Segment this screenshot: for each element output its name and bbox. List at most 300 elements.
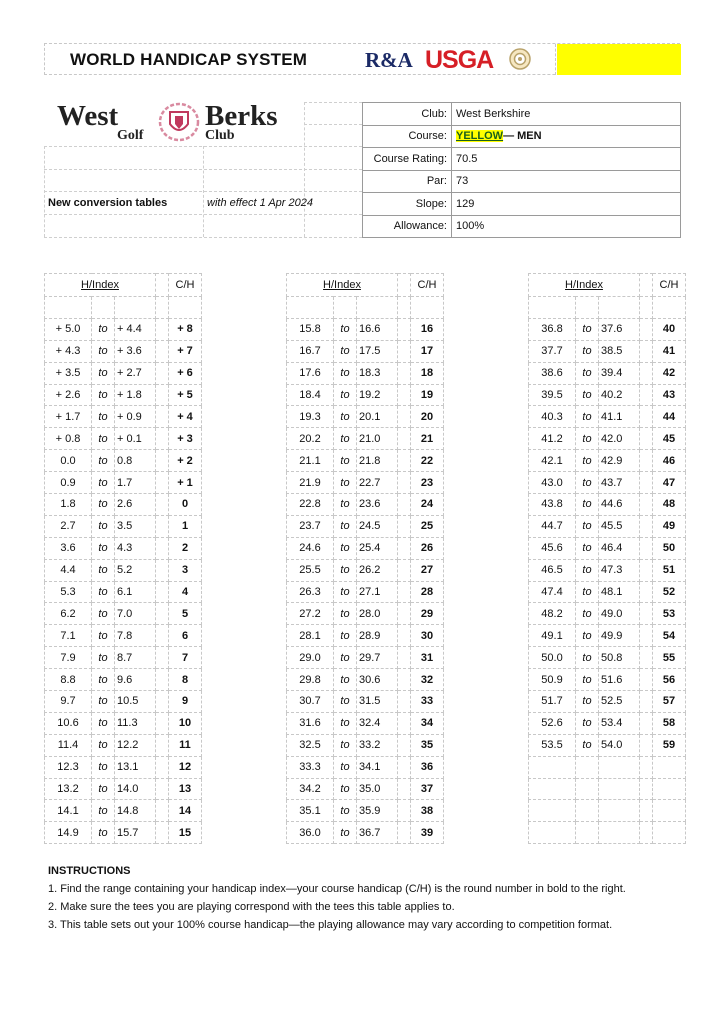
spacer-cell xyxy=(156,515,169,537)
index-to: 37.6 xyxy=(599,318,640,340)
table-row xyxy=(529,581,686,603)
course-handicap: + 4 xyxy=(169,406,202,428)
to-label: to xyxy=(92,756,115,778)
index-to: 3.5 xyxy=(115,515,156,537)
course-handicap: 15 xyxy=(169,822,202,844)
table-row xyxy=(45,756,202,778)
spacer-cell xyxy=(640,691,653,713)
spacer-cell xyxy=(398,428,411,450)
table-row xyxy=(529,362,686,384)
spacer-cell xyxy=(334,297,357,319)
to-label: to xyxy=(334,800,357,822)
spacer-cell xyxy=(156,625,169,647)
crest-icon xyxy=(158,102,200,142)
spacer-cell xyxy=(357,297,398,319)
club-value: West Berkshire xyxy=(452,103,681,126)
index-to: 30.6 xyxy=(357,669,398,691)
logo-word-club: Club xyxy=(205,128,235,143)
index-from: 23.7 xyxy=(287,515,334,537)
course-handicap: + 1 xyxy=(169,472,202,494)
instruction-item: 2. Make sure the tees you are playing correspond with the tees this table applies to. xyxy=(48,901,455,913)
course-handicap: 33 xyxy=(411,691,444,713)
course-handicap: 30 xyxy=(411,625,444,647)
spacer-cell xyxy=(156,800,169,822)
info-row-allowance xyxy=(363,215,681,238)
index-to: 17.5 xyxy=(357,340,398,362)
index-to: + 0.9 xyxy=(115,406,156,428)
spacer-cell xyxy=(156,756,169,778)
course-handicap: 39 xyxy=(411,822,444,844)
table-row xyxy=(45,450,202,472)
to-label: to xyxy=(334,406,357,428)
spacer-cell xyxy=(398,318,411,340)
index-to: 4.3 xyxy=(115,537,156,559)
index-from: 0.0 xyxy=(45,450,92,472)
index-from: 31.6 xyxy=(287,712,334,734)
spacer-cell xyxy=(156,406,169,428)
index-from: 24.6 xyxy=(287,537,334,559)
index-from: 46.5 xyxy=(529,559,576,581)
table-row xyxy=(529,494,686,516)
ch-header: C/H xyxy=(411,274,444,297)
course-value xyxy=(452,125,681,148)
course-handicap: 2 xyxy=(169,537,202,559)
table-row xyxy=(45,428,202,450)
course-handicap xyxy=(653,756,686,778)
table-row xyxy=(45,647,202,669)
to-label: to xyxy=(576,669,599,691)
index-to: 49.0 xyxy=(599,603,640,625)
to-label: to xyxy=(576,734,599,756)
ch-header: C/H xyxy=(169,274,202,297)
spacer-cell xyxy=(156,581,169,603)
index-from: 15.8 xyxy=(287,318,334,340)
spacer-cell xyxy=(156,734,169,756)
table-row xyxy=(45,669,202,691)
index-to: 50.8 xyxy=(599,647,640,669)
logo-word-berks: Berks xyxy=(205,100,278,132)
table-row xyxy=(529,406,686,428)
index-from: 7.9 xyxy=(45,647,92,669)
index-from: + 0.8 xyxy=(45,428,92,450)
index-to: 20.1 xyxy=(357,406,398,428)
table-row xyxy=(287,340,444,362)
to-label: to xyxy=(576,384,599,406)
spacer-cell xyxy=(45,297,92,319)
table-row xyxy=(529,428,686,450)
index-from: 20.2 xyxy=(287,428,334,450)
course-gender: — MEN xyxy=(503,130,542,143)
index-to: 35.9 xyxy=(357,800,398,822)
index-to: 36.7 xyxy=(357,822,398,844)
to-label: to xyxy=(334,384,357,406)
effective-date-label: with effect 1 Apr 2024 xyxy=(207,197,313,209)
to-label: to xyxy=(334,362,357,384)
to-label: to xyxy=(576,559,599,581)
index-from: 1.8 xyxy=(45,494,92,516)
index-to: + 0.1 xyxy=(115,428,156,450)
index-to: 14.0 xyxy=(115,778,156,800)
index-to: + 1.8 xyxy=(115,384,156,406)
table-row xyxy=(287,559,444,581)
course-handicap: + 2 xyxy=(169,450,202,472)
to-label: to xyxy=(576,691,599,713)
divider xyxy=(203,146,204,237)
index-to: + 2.7 xyxy=(115,362,156,384)
index-to: 18.3 xyxy=(357,362,398,384)
course-handicap: 16 xyxy=(411,318,444,340)
rating-label: Course Rating: xyxy=(363,148,452,171)
spacer-cell xyxy=(640,384,653,406)
index-to: 54.0 xyxy=(599,734,640,756)
index-from: 12.3 xyxy=(45,756,92,778)
index-to: 31.5 xyxy=(357,691,398,713)
spacer-cell xyxy=(156,559,169,581)
to-label: to xyxy=(92,494,115,516)
allowance-value: 100% xyxy=(452,215,681,238)
table-row xyxy=(529,537,686,559)
spacer-row xyxy=(45,297,202,319)
spacer-cell xyxy=(640,647,653,669)
conversion-table-3 xyxy=(528,273,686,844)
to-label: to xyxy=(92,450,115,472)
index-to: 45.5 xyxy=(599,515,640,537)
to-label: to xyxy=(334,712,357,734)
course-handicap: 21 xyxy=(411,428,444,450)
index-to: 42.9 xyxy=(599,450,640,472)
spacer-cell xyxy=(640,581,653,603)
instruction-item: 1. Find the range containing your handicap index—your course handicap (C/H) is the round number in bold to the right. xyxy=(48,883,626,895)
table-row xyxy=(287,712,444,734)
index-to: 1.7 xyxy=(115,472,156,494)
course-handicap: 50 xyxy=(653,537,686,559)
table-row xyxy=(287,406,444,428)
spacer-cell xyxy=(156,362,169,384)
spacer-row xyxy=(287,297,444,319)
spacer-cell xyxy=(640,515,653,537)
course-handicap: 55 xyxy=(653,647,686,669)
table-row xyxy=(45,625,202,647)
course-handicap: + 5 xyxy=(169,384,202,406)
course-handicap: 31 xyxy=(411,647,444,669)
to-label: to xyxy=(576,362,599,384)
spacer-cell xyxy=(640,450,653,472)
index-to: 39.4 xyxy=(599,362,640,384)
table-row xyxy=(529,603,686,625)
index-to: 33.2 xyxy=(357,734,398,756)
table-row xyxy=(529,669,686,691)
divider xyxy=(304,124,362,125)
to-label xyxy=(576,822,599,844)
course-handicap: 22 xyxy=(411,450,444,472)
divider xyxy=(44,146,45,237)
index-from: 41.2 xyxy=(529,428,576,450)
index-to: 42.0 xyxy=(599,428,640,450)
course-handicap: 19 xyxy=(411,384,444,406)
spacer-cell xyxy=(640,559,653,581)
table-row xyxy=(529,778,686,800)
spacer-cell xyxy=(398,756,411,778)
index-from: 10.6 xyxy=(45,712,92,734)
table-row xyxy=(529,318,686,340)
index-from: 11.4 xyxy=(45,734,92,756)
course-handicap: 10 xyxy=(169,712,202,734)
spacer-cell xyxy=(92,297,115,319)
course-handicap: 52 xyxy=(653,581,686,603)
table-row xyxy=(45,362,202,384)
index-to: + 4.4 xyxy=(115,318,156,340)
spacer-cell xyxy=(398,537,411,559)
spacer-cell xyxy=(156,472,169,494)
index-header: H/Index xyxy=(45,274,156,297)
instructions-title: INSTRUCTIONS xyxy=(48,865,131,877)
index-to: 12.2 xyxy=(115,734,156,756)
spacer-row xyxy=(529,297,686,319)
index-to: 53.4 xyxy=(599,712,640,734)
spacer-cell xyxy=(640,297,653,319)
spacer-cell xyxy=(398,362,411,384)
index-from: 13.2 xyxy=(45,778,92,800)
to-label: to xyxy=(334,691,357,713)
usga-logo: USGA xyxy=(425,46,494,74)
index-from xyxy=(529,756,576,778)
spacer-cell xyxy=(599,297,640,319)
course-handicap: 11 xyxy=(169,734,202,756)
table-row xyxy=(529,822,686,844)
table-row xyxy=(45,712,202,734)
course-handicap: 58 xyxy=(653,712,686,734)
index-to: 16.6 xyxy=(357,318,398,340)
index-to: 21.8 xyxy=(357,450,398,472)
spacer-cell xyxy=(398,800,411,822)
table-row xyxy=(45,384,202,406)
course-handicap: 44 xyxy=(653,406,686,428)
table-row xyxy=(529,756,686,778)
table-row xyxy=(45,559,202,581)
info-row-par xyxy=(363,170,681,193)
spacer-cell xyxy=(398,669,411,691)
to-label: to xyxy=(576,537,599,559)
spacer-cell xyxy=(156,603,169,625)
table-header-row xyxy=(45,274,202,297)
course-label: Course: xyxy=(363,125,452,148)
to-label xyxy=(576,778,599,800)
spacer-cell xyxy=(640,625,653,647)
table-row xyxy=(287,603,444,625)
table-row xyxy=(287,669,444,691)
index-to: 2.6 xyxy=(115,494,156,516)
course-handicap: 26 xyxy=(411,537,444,559)
course-tee: YELLOW xyxy=(456,130,504,143)
spacer-cell xyxy=(398,494,411,516)
to-label: to xyxy=(334,822,357,844)
to-label: to xyxy=(334,603,357,625)
spacer-cell xyxy=(640,778,653,800)
table-row xyxy=(287,537,444,559)
course-handicap: 41 xyxy=(653,340,686,362)
to-label: to xyxy=(92,406,115,428)
allowance-label: Allowance: xyxy=(363,215,452,238)
to-label: to xyxy=(576,472,599,494)
course-handicap: 1 xyxy=(169,515,202,537)
table-header-row xyxy=(529,274,686,297)
table-row xyxy=(287,625,444,647)
to-label: to xyxy=(92,472,115,494)
to-label: to xyxy=(576,450,599,472)
table-row xyxy=(529,734,686,756)
slope-label: Slope: xyxy=(363,193,452,216)
to-label: to xyxy=(92,822,115,844)
index-from: 21.1 xyxy=(287,450,334,472)
index-from: 32.5 xyxy=(287,734,334,756)
to-label: to xyxy=(92,559,115,581)
table-row xyxy=(287,734,444,756)
index-from: + 1.7 xyxy=(45,406,92,428)
course-handicap: 51 xyxy=(653,559,686,581)
table-row xyxy=(529,712,686,734)
course-handicap: 54 xyxy=(653,625,686,647)
index-from: 27.2 xyxy=(287,603,334,625)
to-label: to xyxy=(92,362,115,384)
course-handicap: 43 xyxy=(653,384,686,406)
course-handicap: 36 xyxy=(411,756,444,778)
index-to: 26.2 xyxy=(357,559,398,581)
index-to: 15.7 xyxy=(115,822,156,844)
spacer-cell xyxy=(156,712,169,734)
index-from: 5.3 xyxy=(45,581,92,603)
to-label: to xyxy=(334,734,357,756)
to-label xyxy=(576,756,599,778)
spacer-cell xyxy=(640,406,653,428)
index-to: 11.3 xyxy=(115,712,156,734)
to-label: to xyxy=(92,603,115,625)
to-label: to xyxy=(92,800,115,822)
index-from: 14.9 xyxy=(45,822,92,844)
index-to: 6.1 xyxy=(115,581,156,603)
index-to: 7.0 xyxy=(115,603,156,625)
spacer-cell xyxy=(156,669,169,691)
index-to: 41.1 xyxy=(599,406,640,428)
index-from: 36.8 xyxy=(529,318,576,340)
spacer-cell xyxy=(640,362,653,384)
index-to: 52.5 xyxy=(599,691,640,713)
index-from: + 2.6 xyxy=(45,384,92,406)
spacer-cell xyxy=(156,428,169,450)
to-label: to xyxy=(92,625,115,647)
course-info-table xyxy=(362,102,681,238)
index-from: 33.3 xyxy=(287,756,334,778)
index-from: 29.0 xyxy=(287,647,334,669)
spacer-cell xyxy=(640,822,653,844)
to-label: to xyxy=(576,581,599,603)
table-row xyxy=(529,340,686,362)
table-row xyxy=(287,450,444,472)
course-handicap: 3 xyxy=(169,559,202,581)
spacer-cell xyxy=(156,318,169,340)
to-label: to xyxy=(334,450,357,472)
index-from: 48.2 xyxy=(529,603,576,625)
spacer-cell xyxy=(156,691,169,713)
course-handicap: 53 xyxy=(653,603,686,625)
table-row xyxy=(45,318,202,340)
index-from: 6.2 xyxy=(45,603,92,625)
course-handicap: 13 xyxy=(169,778,202,800)
to-label: to xyxy=(576,318,599,340)
index-from: + 4.3 xyxy=(45,340,92,362)
to-label: to xyxy=(334,537,357,559)
to-label: to xyxy=(334,340,357,362)
course-handicap xyxy=(653,822,686,844)
spacer-cell xyxy=(640,472,653,494)
table-row xyxy=(45,778,202,800)
course-handicap: 35 xyxy=(411,734,444,756)
spacer-cell xyxy=(398,647,411,669)
course-handicap: 17 xyxy=(411,340,444,362)
index-from: 8.8 xyxy=(45,669,92,691)
instruction-item: 3. This table sets out your 100% course handicap—the playing allowance may vary according to competition format. xyxy=(48,919,613,931)
spacer-cell xyxy=(398,340,411,362)
table-row xyxy=(287,822,444,844)
course-handicap: 47 xyxy=(653,472,686,494)
index-to xyxy=(599,756,640,778)
header-banner xyxy=(44,43,680,75)
to-label: to xyxy=(576,340,599,362)
par-value: 73 xyxy=(452,170,681,193)
ra-logo: R&A xyxy=(365,48,413,72)
course-handicap: 28 xyxy=(411,581,444,603)
logo-word-west: West xyxy=(57,100,119,132)
index-from: 28.1 xyxy=(287,625,334,647)
course-handicap: 20 xyxy=(411,406,444,428)
to-label: to xyxy=(334,515,357,537)
course-handicap: 25 xyxy=(411,515,444,537)
to-label: to xyxy=(334,494,357,516)
index-to: 7.8 xyxy=(115,625,156,647)
spacer-cell xyxy=(640,756,653,778)
index-header: H/Index xyxy=(529,274,640,297)
spacer-cell xyxy=(576,297,599,319)
index-to: 51.6 xyxy=(599,669,640,691)
index-from: 50.9 xyxy=(529,669,576,691)
to-label: to xyxy=(92,318,115,340)
spacer-cell xyxy=(398,559,411,581)
banner-divider xyxy=(555,44,556,75)
index-from xyxy=(529,778,576,800)
table-row xyxy=(529,384,686,406)
course-handicap: 49 xyxy=(653,515,686,537)
spacer-cell xyxy=(398,734,411,756)
index-from: + 3.5 xyxy=(45,362,92,384)
to-label: to xyxy=(334,428,357,450)
table-row xyxy=(287,362,444,384)
index-to: 10.5 xyxy=(115,691,156,713)
spacer-cell xyxy=(398,515,411,537)
spacer-cell xyxy=(398,450,411,472)
index-to: 0.8 xyxy=(115,450,156,472)
to-label: to xyxy=(334,778,357,800)
to-label: to xyxy=(334,669,357,691)
spacer-cell xyxy=(156,384,169,406)
spacer-cell xyxy=(156,340,169,362)
table-row xyxy=(45,494,202,516)
index-to: 28.0 xyxy=(357,603,398,625)
course-handicap: 4 xyxy=(169,581,202,603)
index-to: 44.6 xyxy=(599,494,640,516)
course-handicap: 57 xyxy=(653,691,686,713)
index-from: 26.3 xyxy=(287,581,334,603)
spacer-cell xyxy=(156,297,169,319)
club-label: Club: xyxy=(363,103,452,126)
